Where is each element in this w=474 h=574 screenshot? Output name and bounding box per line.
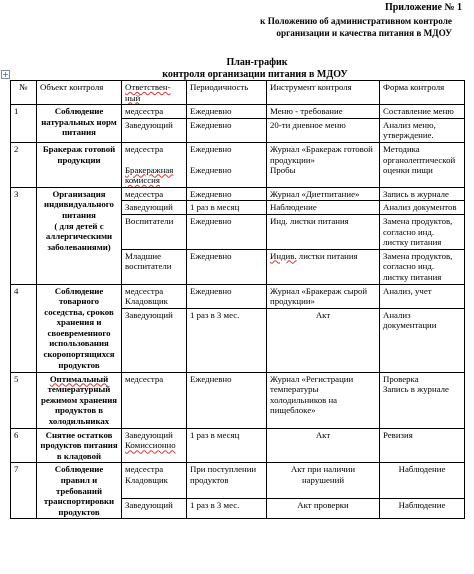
responsible-cell: Заведующий <box>122 118 187 142</box>
tool-cell: Меню - требование <box>267 105 380 119</box>
tool-cell: Акт <box>267 428 380 463</box>
table-row <box>11 428 465 463</box>
responsible-cell: медсестра Кладовщик <box>122 463 187 499</box>
document-header <box>260 2 462 39</box>
form-cell: Наблюдение <box>380 463 465 499</box>
row-number: 1 <box>11 105 37 143</box>
periodicity-cell: Ежедневно <box>187 372 267 428</box>
form-cell: Замена продуктов, согласно инд. листку питания <box>380 249 465 284</box>
tool-cell: Наблюдение <box>267 201 380 215</box>
row-number: 3 <box>11 187 37 284</box>
responsible-cell: Заведующий <box>122 201 187 215</box>
responsible-cell: Заведующий <box>122 308 187 372</box>
form-cell: Анализ, учет <box>380 284 465 308</box>
title-line-plan: План-график <box>226 57 288 68</box>
responsible-cell: медсестра <box>122 372 187 428</box>
control-object-note: ( для детей с аллергическими заболеваниями) <box>45 220 113 252</box>
control-schedule-table <box>10 80 465 519</box>
table-row <box>11 142 465 187</box>
tool-cell: Инд. листки питания <box>267 214 380 249</box>
col-header-form: Форма контроля <box>380 81 465 105</box>
col-header-object: Объект контроля <box>37 81 122 105</box>
row-number: 5 <box>11 372 37 428</box>
tool-cell: Журнал «Бракераж сырой продукции» <box>267 284 380 308</box>
header-line-organization: организации и качества питания в МДОУ <box>276 27 452 38</box>
tool-cell: Акт проверки <box>267 499 380 519</box>
tool-cell: Акт <box>267 308 380 372</box>
form-cell: Запись в журнале <box>380 187 465 201</box>
form-cell: Анализ документации <box>380 308 465 372</box>
periodicity-cell: 1 раз в 3 мес. <box>187 308 267 372</box>
tool-cell: Журнал «Регистрации температуры холодильников на пищеблоке» <box>267 372 380 428</box>
table-row <box>11 463 465 499</box>
form-cell: Проверка Запись в журнале <box>380 372 465 428</box>
periodicity-cell: 1 раз в месяц <box>187 201 267 215</box>
responsible-cell: медсестра <box>122 187 187 201</box>
form-cell: Наблюдение <box>380 499 465 519</box>
tool-cell: Индив. листки питания <box>267 249 380 284</box>
form-cell: Составление меню <box>380 105 465 119</box>
document-title <box>0 57 474 81</box>
col-header-responsible: Ответствен-ный <box>122 81 187 105</box>
control-object: Бракераж готовой продукции <box>37 142 122 187</box>
periodicity-cell: Ежедневно <box>187 284 267 308</box>
responsible-cell: медсестра <box>122 105 187 119</box>
tool-cell: Журнал «Диетпитание» <box>267 187 380 201</box>
tool-cell: Журнал «Бракераж готовой продукции» Пробы <box>267 142 380 187</box>
table-move-handle-icon[interactable]: + <box>2 70 9 79</box>
control-object: Снятие остатков продуктов питания в кладовой <box>37 428 122 463</box>
table-row <box>11 284 465 308</box>
periodicity-cell: Ежедневно <box>187 118 267 142</box>
form-cell: Анализ документов <box>380 201 465 215</box>
periodicity-cell: Ежедневно <box>187 249 267 284</box>
control-object: Соблюдение натуральных норм питания <box>37 105 122 143</box>
control-object: Соблюдение правил и требований транспортировки продуктов <box>37 463 122 519</box>
row-number: 7 <box>11 463 37 519</box>
periodicity-cell: Ежедневно Ежедневно <box>187 142 267 187</box>
control-object: Соблюдение товарного соседства, сроков хранения и своевременного использования скоропортящихся продуктов <box>37 284 122 372</box>
periodicity-cell: Ежедневно <box>187 105 267 119</box>
responsible-cell: Воспитатели <box>122 214 187 249</box>
responsible-cell: Младшие воспитатели <box>122 249 187 284</box>
row-number: 4 <box>11 284 37 372</box>
table-header-row <box>11 81 465 105</box>
col-header-periodicity: Периодичность <box>187 81 267 105</box>
tool-cell: 20-ти дневное меню <box>267 118 380 142</box>
row-number: 6 <box>11 428 37 463</box>
appendix-label: Приложение № 1 <box>384 2 462 13</box>
col-header-number: № <box>11 81 37 105</box>
table-row <box>11 105 465 119</box>
form-cell: Анализ меню, утверждение. <box>380 118 465 142</box>
form-cell: Методика органолептической оценки пищи <box>380 142 465 187</box>
header-line-regulation: к Положению об административном контроле <box>260 15 452 26</box>
periodicity-cell: Ежедневно <box>187 187 267 201</box>
periodicity-cell: 1 раз в месяц <box>187 428 267 463</box>
responsible-cell: медсестра Бракеражная комиссия <box>122 142 187 187</box>
responsible-cell: медсестра Кладовщик <box>122 284 187 308</box>
control-object: Оптимальный температурный режимом хранения продуктов в холодильниках <box>37 372 122 428</box>
periodicity-cell: Ежедневно <box>187 214 267 249</box>
row-number: 2 <box>11 142 37 187</box>
title-line-control: контроля организации питания в МДОУ <box>162 69 348 80</box>
table-row <box>11 372 465 428</box>
responsible-cell: Заведующий <box>122 499 187 519</box>
tool-cell: Акт при наличии нарушений <box>267 463 380 499</box>
col-header-tool: Инструмент контроля <box>267 81 380 105</box>
form-cell: Замена продуктов, согласно инд. листку питания <box>380 214 465 249</box>
form-cell: Ревизия <box>380 428 465 463</box>
periodicity-cell: 1 раз в 3 мес. <box>187 499 267 519</box>
responsible-cell: Заведующий Комиссионно <box>122 428 187 463</box>
control-object: Организация индивидуального питания ( для детей с аллергическими заболеваниями) <box>37 187 122 284</box>
periodicity-cell: При поступлении продуктов <box>187 463 267 499</box>
table-row <box>11 187 465 201</box>
